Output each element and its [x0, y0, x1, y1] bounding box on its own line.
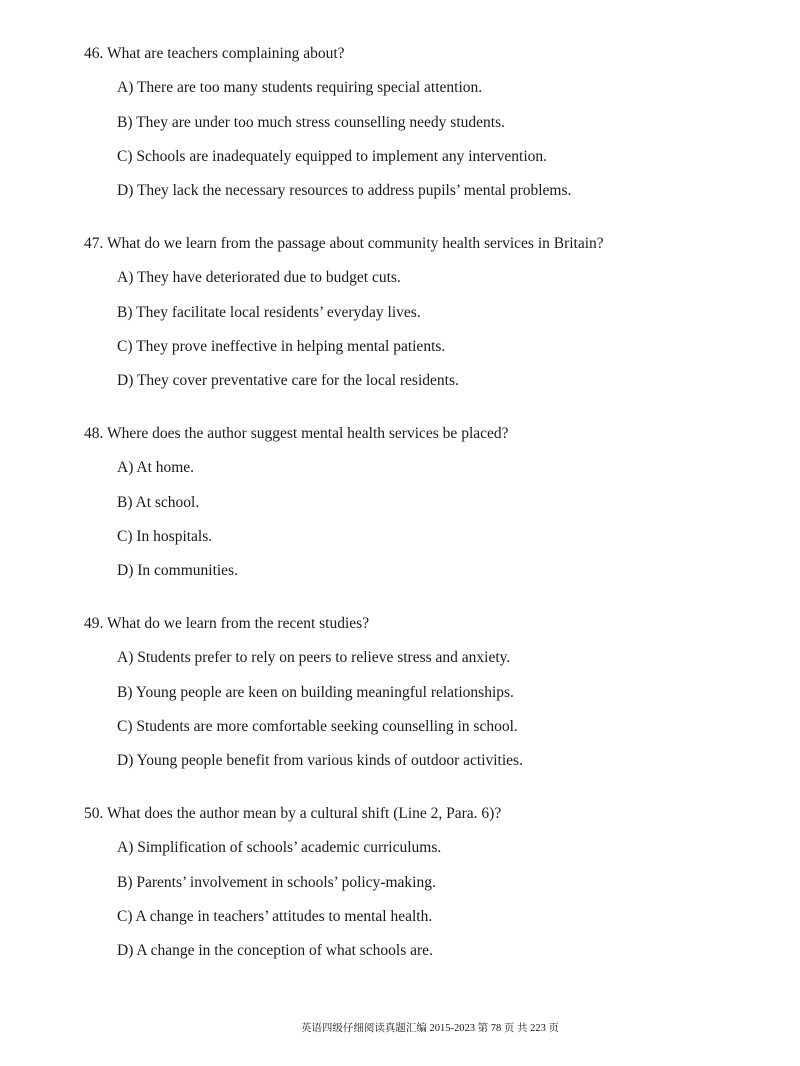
option-c: C) In hospitals.	[117, 527, 213, 545]
option-c: C) Schools are inadequately equipped to implement any intervention.	[117, 147, 548, 165]
question-stem: 49. What do we learn from the recent studies?	[84, 615, 370, 632]
option-b: B) Young people are keen on building meaningful relationships.	[117, 683, 514, 701]
option-c: C) They prove ineffective in helping mental patients.	[117, 337, 446, 355]
question-stem: 50. What does the author mean by a cultural shift (Line 2, Para. 6)?	[84, 805, 502, 822]
option-b: B) They are under too much stress counselling needy students.	[117, 113, 505, 131]
question-50	[84, 804, 774, 961]
option-d: D) They cover preventative care for the local residents.	[117, 372, 459, 390]
question-48	[84, 424, 774, 581]
question-stem: 46. What are teachers complaining about?	[84, 45, 345, 62]
option-a: A) At home.	[117, 459, 195, 477]
option-a: A) They have deteriorated due to budget cuts.	[117, 269, 401, 287]
option-d: D) A change in the conception of what schools are.	[117, 942, 433, 960]
option-a: A) Simplification of schools’ academic curriculums.	[117, 839, 442, 857]
question-stem: 47. What do we learn from the passage about community health services in Britain?	[84, 235, 604, 252]
option-c: C) A change in teachers’ attitudes to mental health.	[117, 907, 433, 925]
option-b: B) They facilitate local residents’ everyday lives.	[117, 303, 421, 321]
option-d: D) Young people benefit from various kinds of outdoor activities.	[117, 752, 523, 770]
option-a: A) Students prefer to rely on peers to relieve stress and anxiety.	[117, 649, 511, 667]
option-a: A) There are too many students requiring special attention.	[117, 79, 483, 97]
question-49	[84, 614, 774, 771]
question-stem: 48. Where does the author suggest mental health services be placed?	[84, 425, 509, 442]
option-d: D) They lack the necessary resources to address pupils’ mental problems.	[117, 182, 572, 200]
option-b: B) At school.	[117, 493, 200, 511]
option-b: B) Parents’ involvement in schools’ policy-making.	[117, 873, 436, 891]
question-47	[84, 234, 774, 391]
question-46	[84, 44, 774, 201]
page-footer: 英语四级仔细阅读真题汇编 2015-2023 第 78 页 共 223 页	[300, 1023, 560, 1034]
option-c: C) Students are more comfortable seeking counselling in school.	[117, 717, 518, 735]
option-d: D) In communities.	[117, 562, 238, 580]
